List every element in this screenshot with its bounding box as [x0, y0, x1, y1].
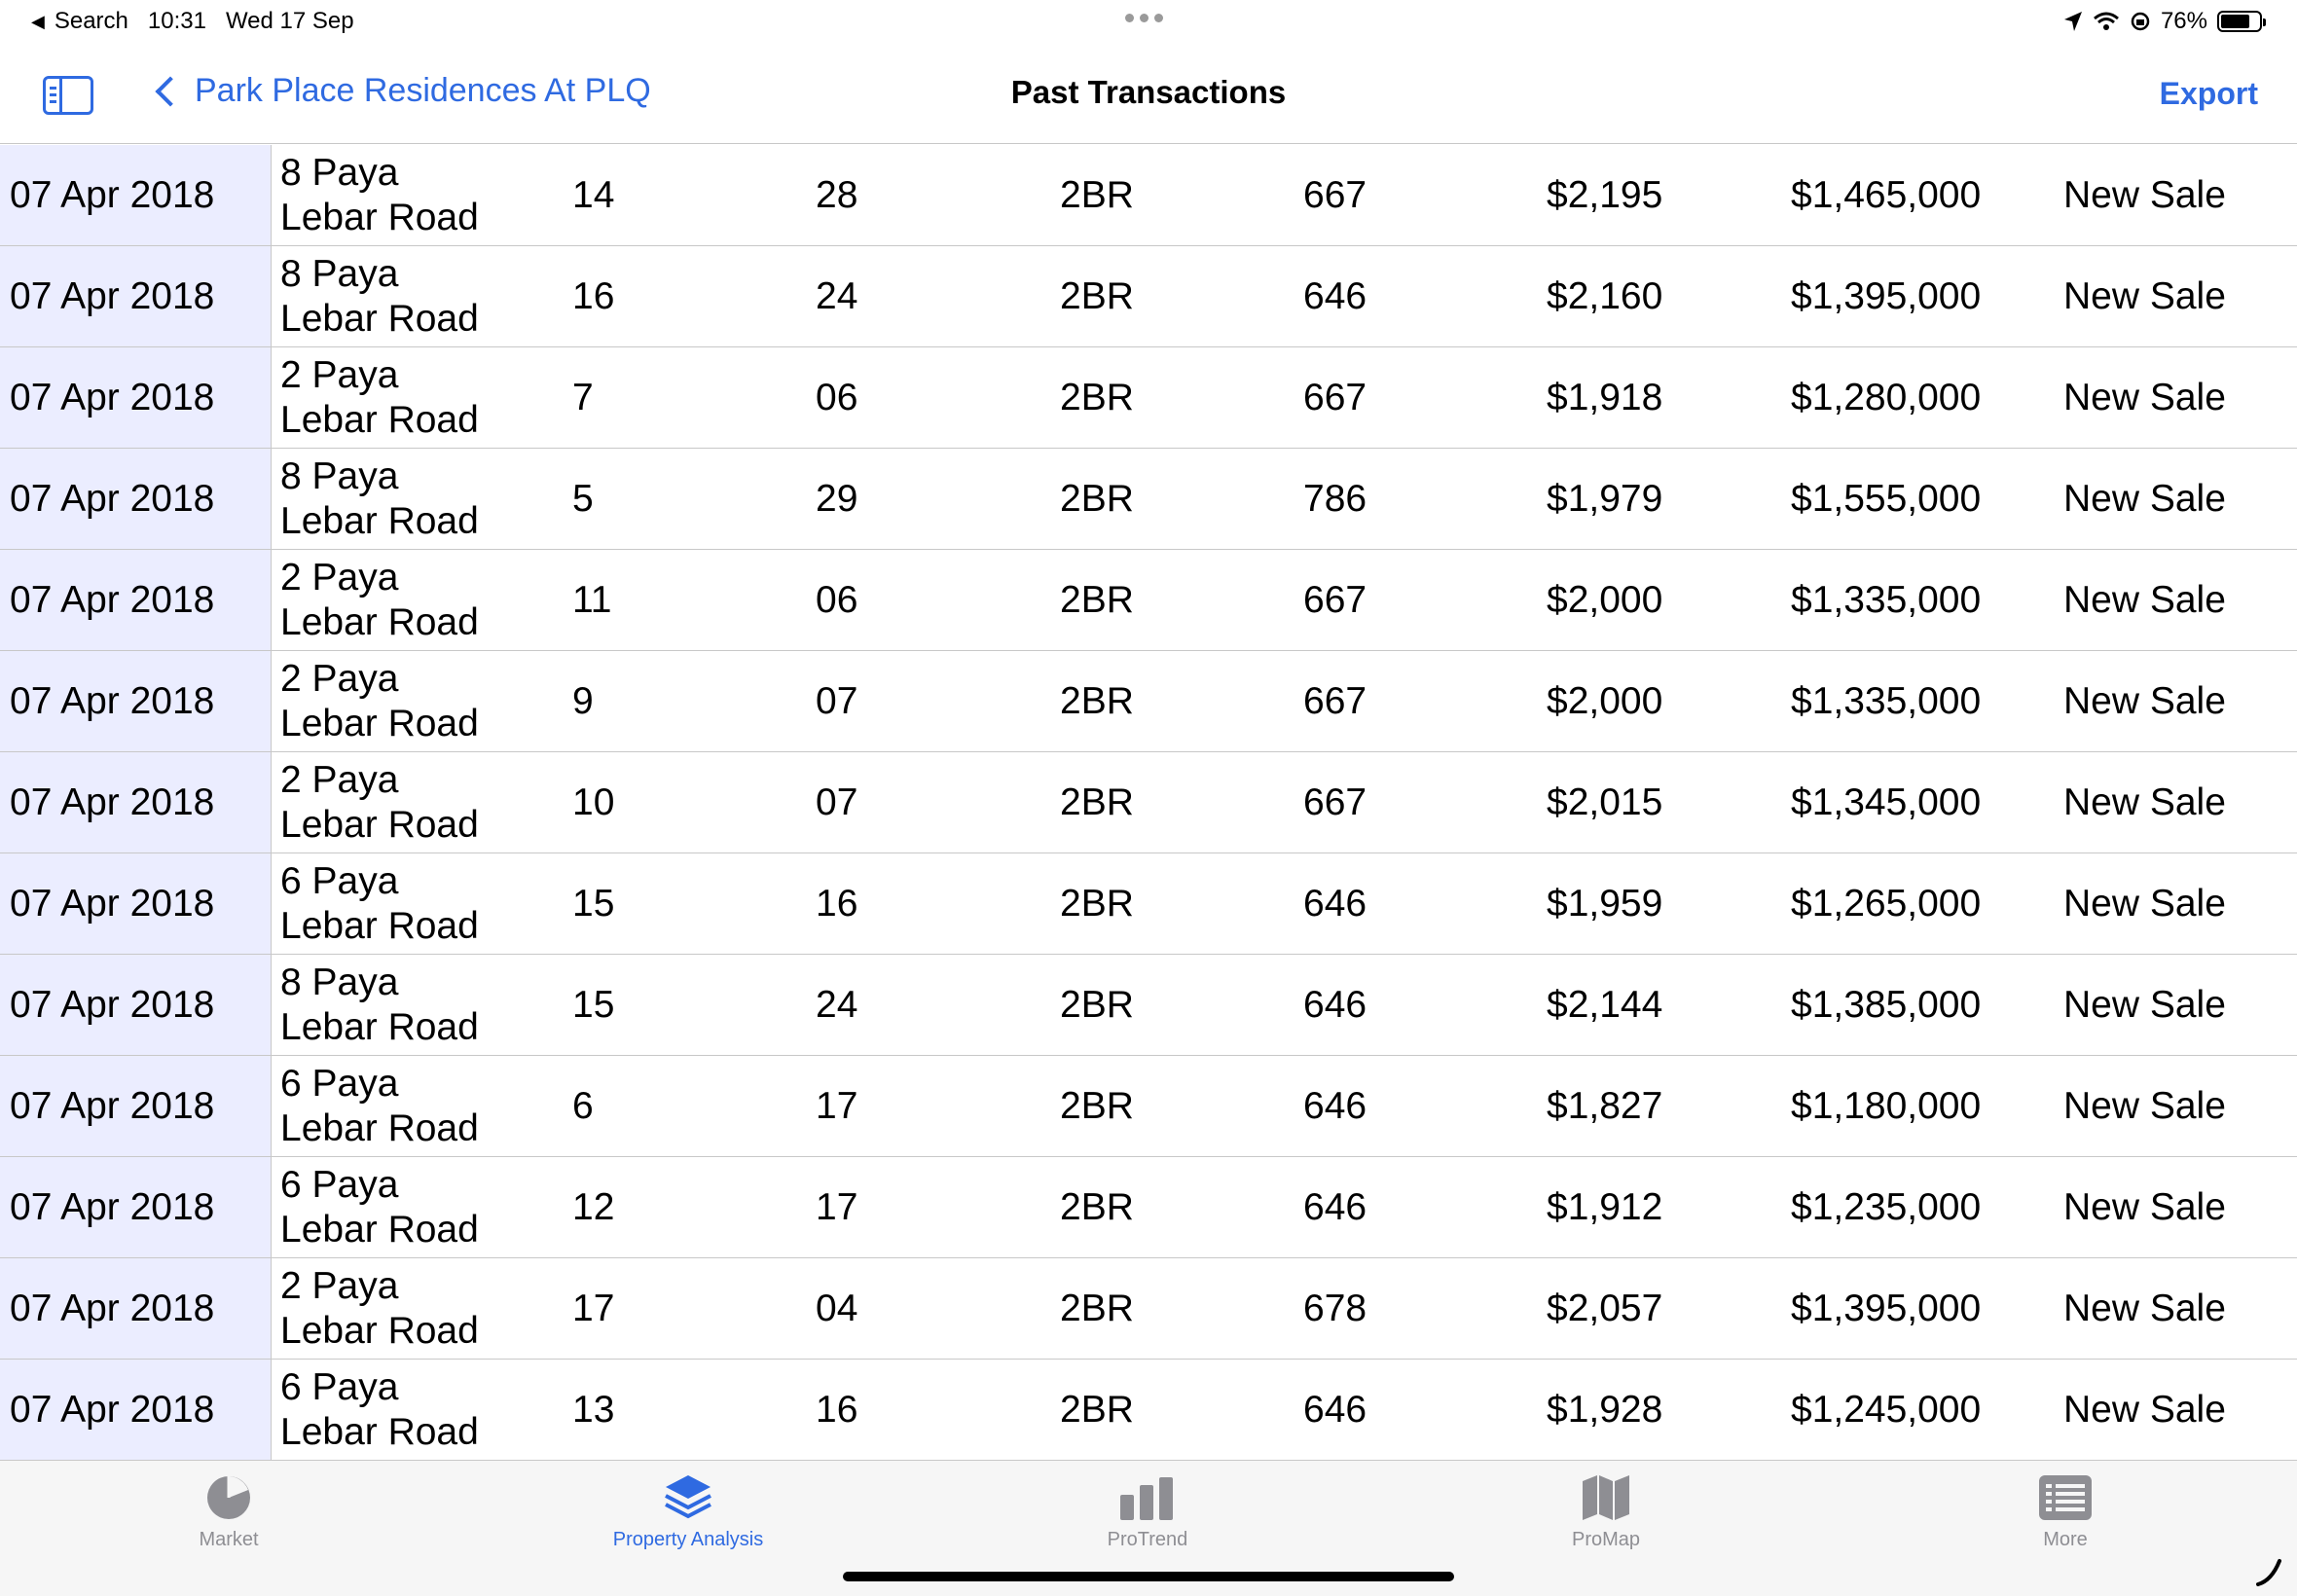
address-cell: [280, 145, 553, 245]
type-cell: 2BR: [1060, 780, 1134, 823]
type-cell: 2BR: [1060, 983, 1134, 1026]
tab-more[interactable]: [1919, 1469, 2211, 1556]
status-left: [31, 8, 354, 35]
tab-label: ProTrend: [1107, 1529, 1188, 1550]
date-cell: 07 Apr 2018: [0, 347, 272, 448]
table-row[interactable]: [0, 651, 2297, 752]
page-title: Past Transactions: [1010, 74, 1287, 110]
date-cell: 07 Apr 2018: [0, 955, 272, 1055]
sale-type-cell: New Sale: [2063, 983, 2226, 1026]
price-cell: $1,245,000: [1791, 1388, 1982, 1431]
area-cell: 667: [1303, 173, 1367, 216]
address-cell: [280, 651, 553, 751]
type-cell: 2BR: [1060, 882, 1134, 925]
sale-type-cell: New Sale: [2063, 1287, 2226, 1329]
table-row[interactable]: [0, 1360, 2297, 1461]
address-line-1: 6 Paya: [280, 1365, 399, 1408]
price-cell: $1,335,000: [1791, 679, 1982, 722]
address-line-1: 6 Paya: [280, 1062, 399, 1105]
type-cell: 2BR: [1060, 1084, 1134, 1127]
address-line-2: Lebar Road: [280, 499, 479, 542]
address-cell: [280, 955, 553, 1055]
date-cell: 07 Apr 2018: [0, 145, 272, 245]
address-line-2: Lebar Road: [280, 1208, 479, 1251]
wifi-icon: [2093, 11, 2120, 32]
table-row[interactable]: [0, 550, 2297, 651]
floor-cell: 10: [572, 780, 615, 823]
area-cell: 667: [1303, 376, 1367, 418]
address-line-2: Lebar Road: [280, 398, 479, 441]
floor-cell: 15: [572, 882, 615, 925]
map-icon: [1577, 1469, 1635, 1527]
unit-cell: 16: [816, 882, 858, 925]
address-line-2: Lebar Road: [280, 600, 479, 643]
address-line-2: Lebar Road: [280, 1309, 479, 1352]
address-cell: [280, 752, 553, 852]
floor-cell: 14: [572, 173, 615, 216]
address-line-1: 2 Paya: [280, 657, 399, 700]
address-cell: [280, 853, 553, 954]
tab-promap[interactable]: [1460, 1469, 1752, 1556]
type-cell: 2BR: [1060, 173, 1134, 216]
type-cell: 2BR: [1060, 679, 1134, 722]
floor-cell: 15: [572, 983, 615, 1026]
address-cell: [280, 1360, 553, 1460]
price-cell: $1,385,000: [1791, 983, 1982, 1026]
area-cell: 646: [1303, 274, 1367, 317]
psf-cell: $2,160: [1547, 274, 1663, 317]
sale-type-cell: New Sale: [2063, 882, 2226, 925]
price-cell: $1,265,000: [1791, 882, 1982, 925]
area-cell: 678: [1303, 1287, 1367, 1329]
type-cell: 2BR: [1060, 1388, 1134, 1431]
address-line-1: 2 Paya: [280, 1264, 399, 1307]
area-cell: 646: [1303, 983, 1367, 1026]
bar-chart-icon: [1118, 1469, 1177, 1527]
sale-type-cell: New Sale: [2063, 1185, 2226, 1228]
psf-cell: $2,000: [1547, 679, 1663, 722]
type-cell: 2BR: [1060, 578, 1134, 621]
table-row[interactable]: [0, 955, 2297, 1056]
floor-cell: 9: [572, 679, 594, 722]
sale-type-cell: New Sale: [2063, 780, 2226, 823]
sale-type-cell: New Sale: [2063, 1084, 2226, 1127]
pie-chart-icon: [200, 1469, 258, 1527]
floor-cell: 12: [572, 1185, 615, 1228]
rotation-lock-icon: [2130, 11, 2151, 32]
tab-property-analysis[interactable]: [542, 1469, 834, 1556]
pencil-corner-icon[interactable]: [2254, 1557, 2283, 1586]
address-line-2: Lebar Road: [280, 702, 479, 744]
price-cell: $1,555,000: [1791, 477, 1982, 520]
table-row[interactable]: [0, 347, 2297, 449]
unit-cell: 07: [816, 679, 858, 722]
table-row[interactable]: [0, 449, 2297, 550]
address-cell: [280, 1056, 553, 1156]
address-line-2: Lebar Road: [280, 297, 479, 340]
price-cell: $1,465,000: [1791, 173, 1982, 216]
date-cell: 07 Apr 2018: [0, 1056, 272, 1156]
unit-cell: 24: [816, 274, 858, 317]
psf-cell: $1,979: [1547, 477, 1663, 520]
tab-label: Property Analysis: [612, 1529, 764, 1550]
unit-cell: 07: [816, 780, 858, 823]
area-cell: 646: [1303, 1388, 1367, 1431]
back-to-app-label[interactable]: Search: [54, 8, 128, 34]
status-bar: [0, 0, 2297, 47]
unit-cell: 29: [816, 477, 858, 520]
address-cell: [280, 347, 553, 448]
unit-cell: 28: [816, 173, 858, 216]
address-line-2: Lebar Road: [280, 196, 479, 238]
floor-cell: 5: [572, 477, 594, 520]
area-cell: 646: [1303, 1185, 1367, 1228]
address-line-2: Lebar Road: [280, 1106, 479, 1149]
date-cell: 07 Apr 2018: [0, 651, 272, 751]
address-line-2: Lebar Road: [280, 1410, 479, 1453]
address-line-2: Lebar Road: [280, 1005, 479, 1048]
date-cell: 07 Apr 2018: [0, 853, 272, 954]
navigation-bar: [0, 47, 2297, 144]
area-cell: 646: [1303, 882, 1367, 925]
price-cell: $1,235,000: [1791, 1185, 1982, 1228]
battery-level-fill: [2221, 15, 2249, 28]
address-cell: [280, 246, 553, 346]
address-line-1: 2 Paya: [280, 353, 399, 396]
psf-cell: $1,827: [1547, 1084, 1663, 1127]
back-to-app-icon[interactable]: ◀: [31, 11, 45, 31]
psf-cell: $2,015: [1547, 780, 1663, 823]
tab-market[interactable]: [83, 1469, 375, 1556]
psf-cell: $1,912: [1547, 1185, 1663, 1228]
date-cell: 07 Apr 2018: [0, 449, 272, 549]
sale-type-cell: New Sale: [2063, 173, 2226, 216]
address-cell: [280, 449, 553, 549]
date-cell: 07 Apr 2018: [0, 1157, 272, 1257]
floor-cell: 17: [572, 1287, 615, 1329]
battery-icon: [2217, 11, 2262, 32]
table-row[interactable]: [0, 1056, 2297, 1157]
status-time: 10:31: [147, 8, 206, 34]
date-cell: 07 Apr 2018: [0, 1360, 272, 1460]
address-line-2: Lebar Road: [280, 904, 479, 947]
psf-cell: $2,195: [1547, 173, 1663, 216]
area-cell: 667: [1303, 780, 1367, 823]
floor-cell: 6: [572, 1084, 594, 1127]
unit-cell: 04: [816, 1287, 858, 1329]
sale-type-cell: New Sale: [2063, 578, 2226, 621]
unit-cell: 06: [816, 578, 858, 621]
address-line-1: 8 Paya: [280, 454, 399, 497]
floor-cell: 11: [572, 578, 612, 621]
unit-cell: 06: [816, 376, 858, 418]
price-cell: $1,180,000: [1791, 1084, 1982, 1127]
status-right: [2063, 8, 2262, 35]
address-line-1: 8 Paya: [280, 151, 399, 194]
back-button-label: Park Place Residences At PLQ: [195, 72, 651, 109]
address-cell: [280, 1157, 553, 1257]
type-cell: 2BR: [1060, 1185, 1134, 1228]
area-cell: 667: [1303, 679, 1367, 722]
price-cell: $1,345,000: [1791, 780, 1982, 823]
date-cell: 07 Apr 2018: [0, 550, 272, 650]
type-cell: 2BR: [1060, 274, 1134, 317]
psf-cell: $2,000: [1547, 578, 1663, 621]
type-cell: 2BR: [1060, 477, 1134, 520]
sale-type-cell: New Sale: [2063, 274, 2226, 317]
psf-cell: $1,959: [1547, 882, 1663, 925]
floor-cell: 13: [572, 1388, 615, 1431]
date-cell: 07 Apr 2018: [0, 752, 272, 852]
address-line-1: 8 Paya: [280, 961, 399, 1003]
address-line-1: 2 Paya: [280, 556, 399, 598]
sale-type-cell: New Sale: [2063, 477, 2226, 520]
tab-protrend[interactable]: [1002, 1469, 1294, 1556]
battery-percent: 76%: [2160, 8, 2207, 34]
floor-cell: 7: [572, 376, 594, 418]
address-line-2: Lebar Road: [280, 803, 479, 846]
floor-cell: 16: [572, 274, 615, 317]
tab-label: ProMap: [1571, 1529, 1641, 1550]
multitasking-dots-icon[interactable]: [1125, 14, 1163, 22]
type-cell: 2BR: [1060, 1287, 1134, 1329]
price-cell: $1,280,000: [1791, 376, 1982, 418]
table-row[interactable]: [0, 145, 2297, 246]
date-cell: 07 Apr 2018: [0, 1258, 272, 1359]
unit-cell: 24: [816, 983, 858, 1026]
tab-label: Market: [199, 1529, 259, 1550]
psf-cell: $2,057: [1547, 1287, 1663, 1329]
status-date: Wed 17 Sep: [225, 8, 354, 34]
sale-type-cell: New Sale: [2063, 679, 2226, 722]
price-cell: $1,335,000: [1791, 578, 1982, 621]
layers-icon: [659, 1469, 717, 1527]
area-cell: 667: [1303, 578, 1367, 621]
transactions-table: [0, 145, 2297, 1461]
table-row[interactable]: [0, 1258, 2297, 1360]
table-row[interactable]: [0, 853, 2297, 955]
psf-cell: $1,918: [1547, 376, 1663, 418]
address-cell: [280, 550, 553, 650]
psf-cell: $1,928: [1547, 1388, 1663, 1431]
price-cell: $1,395,000: [1791, 274, 1982, 317]
address-line-1: 6 Paya: [280, 859, 399, 902]
unit-cell: 16: [816, 1388, 858, 1431]
tab-label: More: [2043, 1529, 2088, 1550]
unit-cell: 17: [816, 1084, 858, 1127]
type-cell: 2BR: [1060, 376, 1134, 418]
area-cell: 646: [1303, 1084, 1367, 1127]
table-row[interactable]: [0, 1157, 2297, 1258]
table-row[interactable]: [0, 752, 2297, 853]
address-line-1: 8 Paya: [280, 252, 399, 295]
address-cell: [280, 1258, 553, 1359]
area-cell: 786: [1303, 477, 1367, 520]
list-icon: [2036, 1469, 2095, 1527]
home-indicator[interactable]: [843, 1572, 1454, 1581]
psf-cell: $2,144: [1547, 983, 1663, 1026]
price-cell: $1,395,000: [1791, 1287, 1982, 1329]
location-arrow-icon: [2063, 11, 2083, 32]
date-cell: 07 Apr 2018: [0, 246, 272, 346]
export-button[interactable]: Export: [2159, 76, 2258, 111]
unit-cell: 17: [816, 1185, 858, 1228]
sale-type-cell: New Sale: [2063, 1388, 2226, 1431]
sale-type-cell: New Sale: [2063, 376, 2226, 418]
address-line-1: 6 Paya: [280, 1163, 399, 1206]
table-row[interactable]: [0, 246, 2297, 347]
address-line-1: 2 Paya: [280, 758, 399, 801]
